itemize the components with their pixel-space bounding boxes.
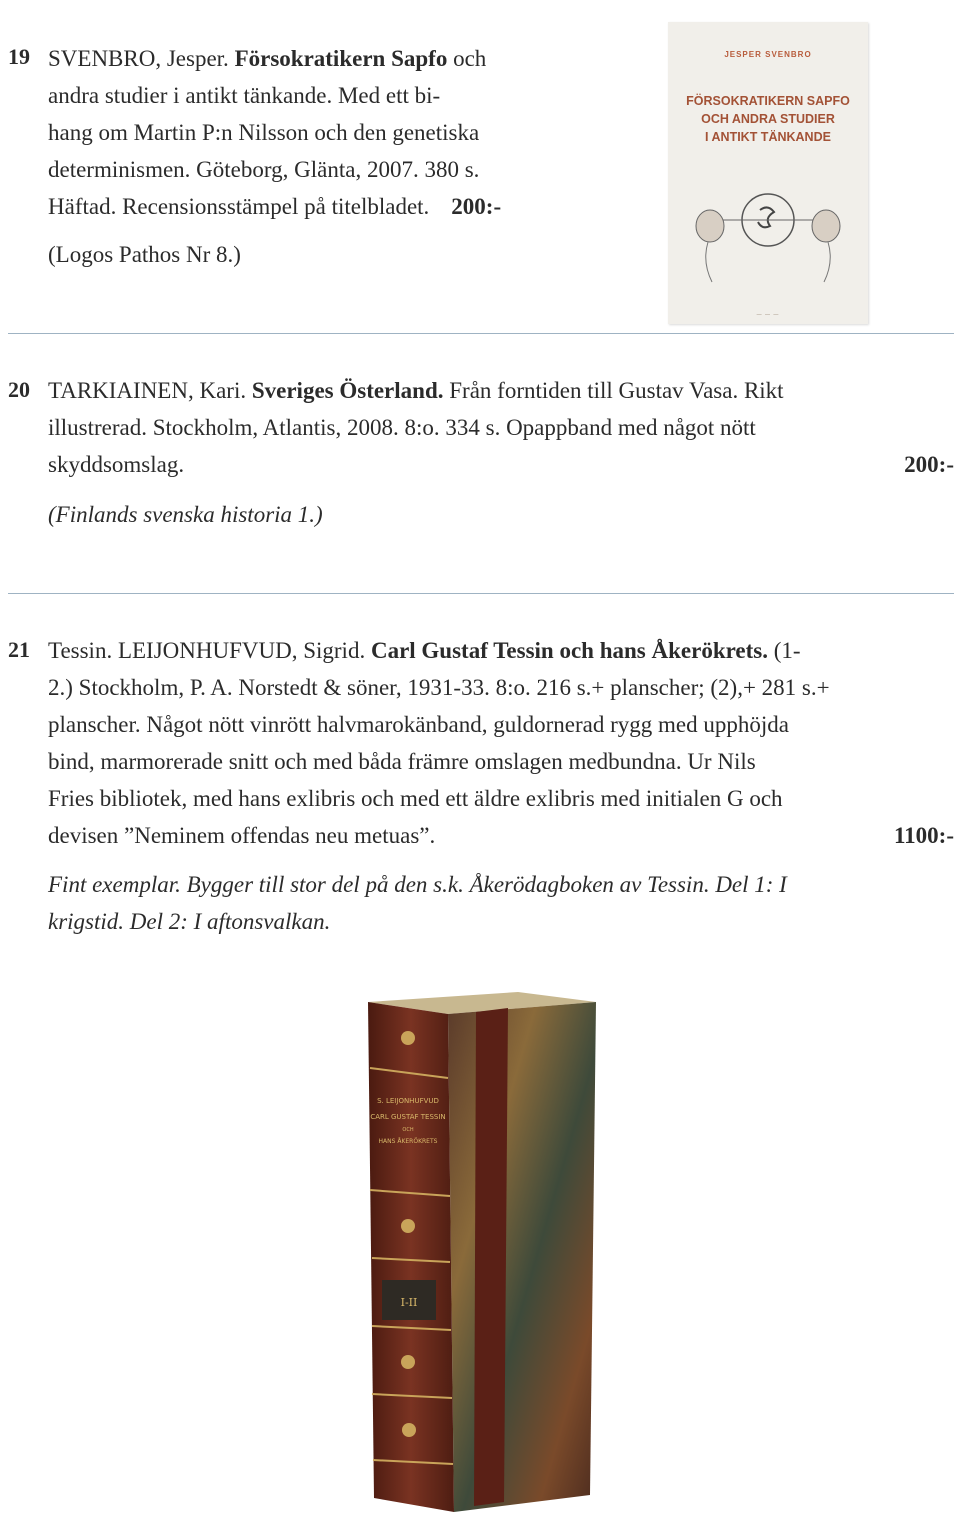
- series-note: (Finlands svenska historia 1.): [48, 502, 323, 527]
- spine-author: S. LEIJONHUFVUD: [377, 1097, 439, 1105]
- spine-volume: I-II: [400, 1296, 418, 1309]
- book-title: Carl Gustaf Tessin och hans Åkerökrets.: [370, 638, 768, 663]
- entry-description: TARKIAINEN, Kari. Sveriges Österland. Från forntiden till Gustav Vasa. Rikt illustrerad. Stockholm, Atlantis, 2008. 8:o. 334 s. Opappband med något nött skyddsomslag. 200:-: [48, 372, 954, 483]
- price: 1100:-: [893, 823, 954, 848]
- entry-number: 19: [8, 44, 30, 69]
- spine-och: OCH: [402, 1127, 414, 1133]
- book-spine-photo: [358, 990, 608, 1520]
- entry-description: Tessin. LEIJONHUFVUD, Sigrid. Carl Gustaf Tessin och hans Åkerökrets. (1- 2.) Stockholm, P. A. Norstedt & söner, 1931-33. 8:o. 216 s.+ planscher; (2),+ 281 s.+ planscher. Något nött vinrött halvmarokänband, guldornerad rygg med upphöjda bind, marmorerade snitt och med båda främre omslagen medbundna. Ur Nils Fries bibliotek, med hans exlibris och med ett äldre exlibris med initialen G och devisen ”Neminem offendas neu metuas”. 1100:-: [48, 632, 954, 854]
- book-cover-image: [668, 22, 868, 324]
- cover-illustration: [688, 172, 848, 292]
- price: 200:-: [904, 452, 954, 477]
- entry-number: 21: [8, 637, 30, 662]
- series-note: (Logos Pathos Nr 8.): [48, 242, 241, 267]
- cover-author: JESPER SVENBRO: [724, 50, 812, 59]
- condition-note: Fint exemplar. Bygger till stor del på den s.k. Åkerödagboken av Tessin. Del 1: I krigstid. Del 2: I aftonsvalkan.: [48, 872, 787, 934]
- divider: [8, 593, 954, 594]
- divider: [8, 333, 954, 334]
- entry-description: SVENBRO, Jesper. Försokratikern Sapfo och andra studier i antikt tänkande. Med ett bi- hang om Martin P:n Nilsson och den genetiska determinismen. Göteborg, Glänta, 2007. 380 s. Häftad. Recensionsstämpel på titelbladet. 200:-: [48, 46, 502, 219]
- price: 200:-: [451, 194, 502, 219]
- cover-title: FÖRSOKRATIKERN SAPFO OCH ANDRA STUDIER I ANTIKT TÄNKANDE: [686, 94, 850, 144]
- spine-title-1: CARL GUSTAF TESSIN: [370, 1113, 446, 1121]
- book-title: Sveriges Österland.: [251, 378, 444, 403]
- spine-title-2: HANS ÅKERÖKRETS: [378, 1138, 438, 1145]
- book-title: Försokratikern Sapfo: [234, 46, 448, 71]
- entry-number: 20: [8, 377, 30, 402]
- cover-publisher-mark: — — —: [756, 312, 780, 318]
